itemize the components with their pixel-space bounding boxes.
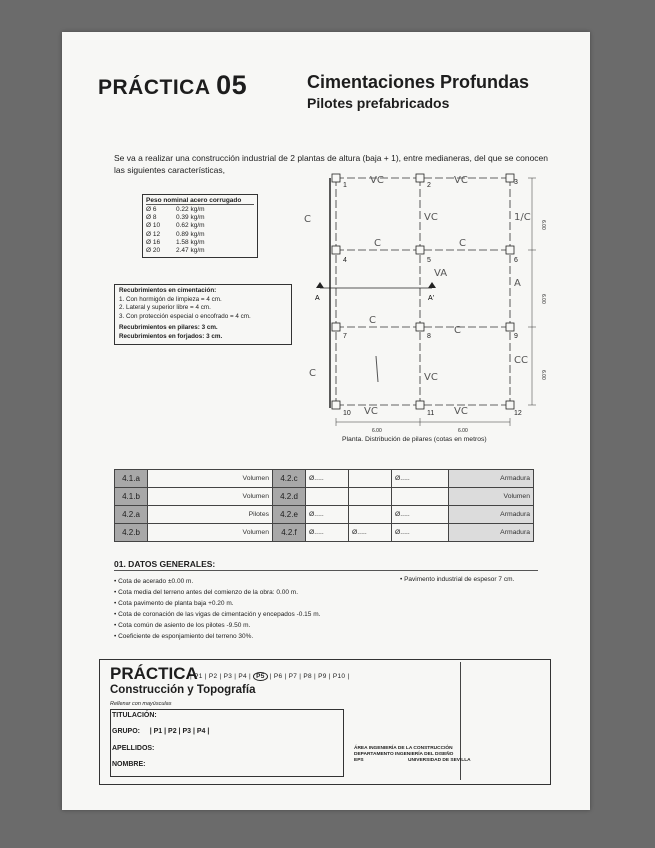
- university-name: UNIVERSIDAD DE SEVILLA: [408, 758, 471, 763]
- answers-table: [114, 469, 534, 542]
- apellidos-field[interactable]: APELLIDOS:: [112, 745, 155, 752]
- pilar-8: [416, 323, 424, 331]
- row-label: 4.2.a: [115, 506, 148, 524]
- answer-cell[interactable]: Armadura: [449, 470, 534, 488]
- node-label: 8: [427, 333, 431, 340]
- selected-practice[interactable]: P5: [253, 672, 268, 681]
- pilar-9: [506, 323, 514, 331]
- answer-cell[interactable]: Ø.....: [349, 524, 392, 542]
- table-row: [115, 506, 534, 524]
- answer-cell[interactable]: [349, 506, 392, 524]
- row-label: 4.2.b: [115, 524, 148, 542]
- hw-note: C: [304, 214, 311, 225]
- plan-columns: [332, 174, 514, 409]
- row-label: 4.2.d: [273, 488, 306, 506]
- list-item: • Cota pavimento de planta baja +0.20 m.: [114, 598, 414, 609]
- answer-cell[interactable]: Ø.....: [392, 506, 449, 524]
- datos-generales-title: 01. DATOS GENERALES:: [114, 559, 216, 569]
- datos-generales-list: [114, 576, 414, 642]
- answer-cell[interactable]: Pilotes: [148, 506, 273, 524]
- hw-note: C: [454, 325, 461, 336]
- recub-forjados: Recubrimientos en forjados: 3 cm.: [119, 332, 223, 340]
- pilar-3: [506, 174, 514, 182]
- hw-note: C: [459, 238, 466, 249]
- intro-text: Se va a realizar una construcción industrial de 2 plantas de altura (baja + 1), entre medianeras, del que se conocen las siguientes características,: [114, 153, 548, 175]
- table-row: [115, 488, 534, 506]
- pilar-7: [332, 323, 340, 331]
- answer-cell[interactable]: Armadura: [449, 506, 534, 524]
- fill-note: Rellenar con mayúsculas: [110, 701, 172, 707]
- course-title: Construcción y Topografía: [110, 684, 256, 696]
- plan-gridlines: [330, 178, 510, 408]
- page-subtitle: Pilotes prefabricados: [307, 95, 450, 111]
- floor-plan: [304, 170, 554, 435]
- nombre-field[interactable]: NOMBRE:: [112, 761, 146, 768]
- practica-heading: PRÁCTICA 05: [98, 70, 248, 100]
- footer-practica: PRÁCTICA: [110, 664, 198, 683]
- row-label: 4.2.c: [273, 470, 306, 488]
- table-row: [115, 524, 534, 542]
- hw-note: C: [374, 238, 381, 249]
- answer-cell[interactable]: Armadura: [449, 524, 534, 542]
- node-label: 11: [427, 410, 435, 417]
- hw-note: 1/C: [514, 212, 531, 223]
- recub-item: 1. Con hormigón de limpieza = 4 cm.: [119, 295, 222, 303]
- row-label: 4.1.b: [115, 488, 148, 506]
- answer-cell[interactable]: Volumen: [148, 524, 273, 542]
- node-label: 6: [514, 257, 518, 264]
- plan-caption: Planta. Distribución de pilares (cotas en metros): [342, 436, 487, 443]
- answer-cell[interactable]: Ø.....: [306, 524, 349, 542]
- hw-note: C: [309, 368, 316, 379]
- dim-label: 6.00: [540, 220, 546, 230]
- recub-heading: Recubrimientos en cimentación:: [119, 287, 217, 294]
- answer-cell[interactable]: Volumen: [449, 488, 534, 506]
- hw-note: VC: [454, 406, 468, 417]
- section-arrow-left: [316, 282, 324, 288]
- node-label: 7: [343, 333, 347, 340]
- answer-cell[interactable]: [306, 488, 349, 506]
- section-arrow-right: [428, 282, 436, 288]
- answer-cell[interactable]: Ø.....: [306, 506, 349, 524]
- section-divider: [114, 570, 538, 571]
- pavimento-note: • Pavimento industrial de espesor 7 cm.: [400, 576, 515, 583]
- hw-note: VC: [424, 372, 438, 383]
- answer-cell[interactable]: Volumen: [148, 470, 273, 488]
- recubrimientos-box: [114, 284, 292, 345]
- node-label: 12: [514, 410, 522, 417]
- practice-number-selector: | P1 | P2 | P3 | P4 | P5 | P6 | P7 | P8 | P9 | P10 |: [190, 673, 350, 680]
- document-sheet: [62, 32, 590, 810]
- pilar-2: [416, 174, 424, 182]
- pilar-4: [332, 246, 340, 254]
- list-item: • Coeficiente de esponjamiento del terreno 30%.: [114, 631, 414, 642]
- hw-note: C: [369, 315, 376, 326]
- page-title: Cimentaciones Profundas: [307, 72, 530, 92]
- dim-label: 6.00: [458, 428, 468, 434]
- pilar-1: [332, 174, 340, 182]
- pilar-6: [506, 246, 514, 254]
- answer-cell[interactable]: Ø.....: [306, 470, 349, 488]
- hw-note: A: [514, 278, 521, 289]
- answer-cell[interactable]: Volumen: [148, 488, 273, 506]
- dim-label: 6.00: [372, 428, 382, 434]
- answer-cell[interactable]: Ø.....: [392, 524, 449, 542]
- answer-cell[interactable]: [392, 488, 449, 506]
- recub-pilares: Recubrimientos en pilares: 3 cm.: [119, 324, 218, 332]
- hw-note: VA: [434, 268, 448, 279]
- node-label: 2: [427, 182, 431, 189]
- dim-label: 6.00: [540, 370, 546, 380]
- node-label: 5: [427, 257, 431, 264]
- dim-label: 6.00: [540, 294, 546, 304]
- pilar-11: [416, 401, 424, 409]
- pilar-12: [506, 401, 514, 409]
- list-item: • Cota de acerado ±0.00 m.: [114, 576, 414, 587]
- node-label: 1: [343, 182, 347, 189]
- weight-row: Ø 12 0.89 kg/m: [146, 230, 205, 238]
- hw-note: CC: [514, 355, 528, 366]
- section-a-label: A: [315, 295, 320, 302]
- weight-row: Ø 8 0.39 kg/m: [146, 214, 205, 222]
- pilar-5: [416, 246, 424, 254]
- recub-item: 2. Lateral y superior libre = 4 cm.: [119, 304, 211, 312]
- node-label: 4: [343, 257, 347, 264]
- titulacion-field[interactable]: TITULACIÓN:: [112, 712, 157, 719]
- answer-cell[interactable]: [349, 470, 392, 488]
- list-item: • Cota media del terreno antes del comienzo de la obra: 0.00 m.: [114, 587, 414, 598]
- node-label: 9: [514, 333, 518, 340]
- handwritten-notes: [304, 175, 531, 417]
- row-label: 4.1.a: [115, 470, 148, 488]
- hw-note: VC: [364, 406, 378, 417]
- hw-note: VC: [424, 212, 438, 223]
- node-label: 10: [343, 410, 351, 417]
- weight-row: Ø 16 1.58 kg/m: [146, 238, 205, 246]
- node-label: 3: [514, 179, 518, 186]
- weights-table: [142, 194, 258, 258]
- recub-item: 3. Con protección especial o encofrado = 4 cm.: [119, 312, 251, 320]
- grupo-field[interactable]: GRUPO: | P1 | P2 | P3 | P4 |: [112, 728, 210, 735]
- institution-block: ÁREA INGENIERÍA DE LA CONSTRUCCIÓN DEPARTAMENTO INGENIERÍA DEL DISEÑO EPS: [354, 746, 454, 763]
- answer-cell[interactable]: Ø.....: [392, 470, 449, 488]
- hw-note: VC: [370, 175, 384, 186]
- weights-heading: Peso nominal acero corrugado: [146, 197, 254, 205]
- weight-row: Ø 20 2.47 kg/m: [146, 247, 205, 255]
- row-label: 4.2.e: [273, 506, 306, 524]
- row-label: 4.2.f: [273, 524, 306, 542]
- hw-note: VC: [454, 175, 468, 186]
- list-item: • Cota común de asiento de los pilotes -9.50 m.: [114, 620, 414, 631]
- weight-row: Ø 6 0.22 kg/m: [146, 206, 205, 213]
- table-row: [115, 470, 534, 488]
- answer-cell[interactable]: [349, 488, 392, 506]
- weight-row: Ø 10 0.62 kg/m: [146, 222, 205, 230]
- pilar-10: [332, 401, 340, 409]
- section-a2-label: A': [428, 295, 435, 302]
- list-item: • Cota de coronación de las vigas de cimentación y encepados -0.15 m.: [114, 609, 414, 620]
